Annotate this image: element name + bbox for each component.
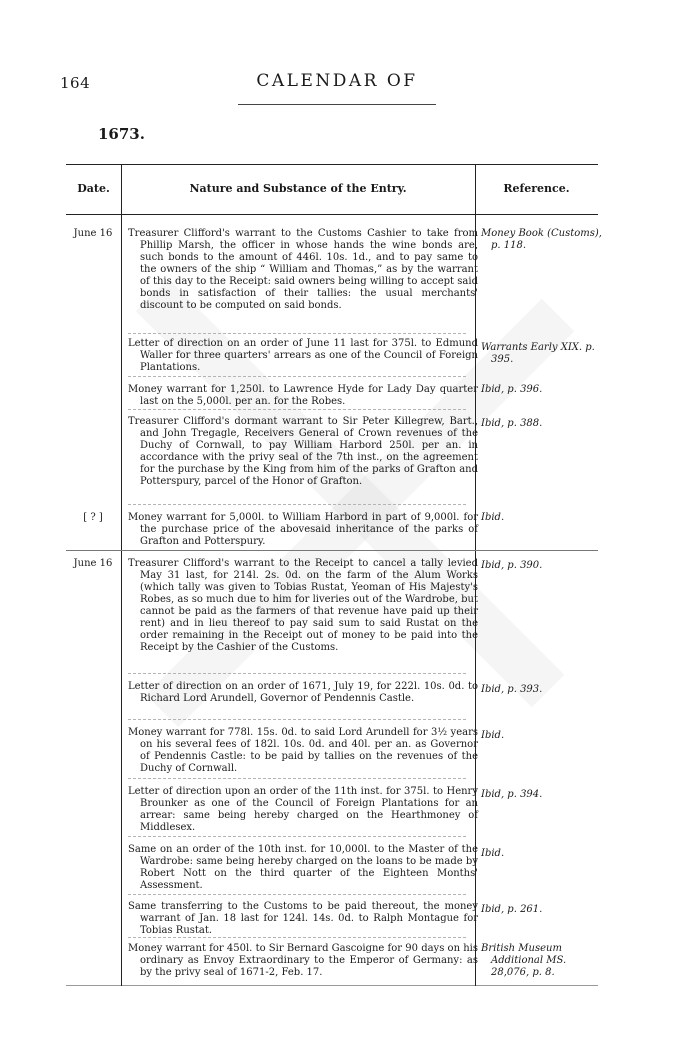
table-top-rule — [66, 164, 598, 165]
row-entry: Same transferring to the Customs to be paid thereout, the money warrant of Jan. 18 last for 124l. 14s. 0d. to Ralph Montague for Tobias Rustat. — [128, 901, 478, 936]
page-number: 164 — [60, 74, 91, 92]
entry-separator — [128, 894, 466, 895]
entry-separator — [128, 836, 466, 837]
entry-separator — [128, 719, 466, 720]
row-entry: Money warrant for 1,250l. to Lawrence Hyde for Lady Day quarter last on the 5,000l. per an. for the Robes. — [128, 384, 478, 407]
date-group-rule — [66, 550, 598, 551]
row-entry: Treasurer Clifford's dormant warrant to Sir Peter Killegrew, Bart., and John Tregagle, Receivers General of Crown revenues of the Duchy of Cornwall, to pay William Harbord 250l. per an. in accordance with the privy seal of the 7th inst., on the agreement for the purchase by the King from him of the parks of Grafton and Potterspury, parcel of the Honor of Grafton. — [128, 416, 478, 487]
column-divider — [121, 164, 122, 986]
entry-separator — [128, 673, 466, 674]
row-entry: Letter of direction on an order of 1671, July 19, for 222l. 10s. 0d. to Richard Lord Arundell, Governor of Pendennis Castle. — [128, 681, 478, 704]
row-reference: Money Book (Customs), p. 118. — [481, 228, 602, 251]
row-reference: Warrants Early XIX. p. 395. — [481, 342, 595, 365]
row-reference: Ibid. — [481, 848, 505, 859]
column-header-reference: Reference. — [503, 182, 570, 195]
row-reference: Ibid, p. 394. — [481, 789, 543, 800]
row-entry: Money warrant for 5,000l. to William Harbord in part of 9,000l. for the purchase price of the abovesaid inheritance of the parks of Grafton and Potterspury. — [128, 512, 478, 547]
row-date: June 16 — [73, 558, 113, 569]
entry-separator — [128, 778, 466, 779]
row-reference: Ibid, p. 396. — [481, 384, 543, 395]
row-entry: Same on an order of the 10th inst. for 10,000l. to the Master of the Wardrobe: same being hereby charged on the loans to be made by Robert Nott on the third quarter of the Eighteen Months' Assessment. — [128, 844, 478, 891]
column-header-date: Date. — [77, 182, 110, 195]
row-entry: Treasurer Clifford's warrant to the Receipt to cancel a tally levied May 31 last, for 214l. 2s. 0d. on the farm of the Alum Works (which tally was given to Tobias Rustat, Yeoman of His Majesty's Robes, as so much due to him for liveries out of the Wardrobe, but cannot be paid as the farmers of that revenue have paid up their rent) and in lieu thereof to pay said sum to said Rustat on the order remaining in the Receipt out of money to be paid into the Receipt by the Cashier of the Customs. — [128, 558, 478, 653]
row-reference: Ibid. — [481, 730, 505, 741]
entry-separator — [128, 937, 466, 938]
table-header-rule — [66, 214, 598, 215]
running-title: CALENDAR OF — [256, 71, 418, 91]
row-entry: Letter of direction upon an order of the 11th inst. for 375l. to Henry Brounker as one of the Council of Foreign Plantations for an arrear: same being hereby charged on the Hearthmoney of Middlesex. — [128, 786, 478, 833]
row-date: June 16 — [73, 228, 113, 239]
row-reference: British Museum Additional MS. 28,076, p. 8. — [481, 943, 567, 978]
row-date: [ ? ] — [83, 512, 103, 523]
year-heading: 1673. — [98, 125, 145, 143]
row-entry: Money warrant for 778l. 15s. 0d. to said Lord Arundell for 3½ years on his several fees of 182l. 10s. 0d. and 40l. per an. as Governor of Pendennis Castle: to be paid by tallies on the revenues of the Duchy of Cornwall. — [128, 727, 478, 774]
row-entry: Treasurer Clifford's warrant to the Customs Cashier to take from Phillip Marsh, the officer in whose hands the wine bonds are, such bonds to the amount of 446l. 10s. 1d., and to pay same to the owners of the ship “ William and Thomas,” as by the warrant of this day to the Receipt: said owners being willing to accept said bonds in satisfaction of their tallies: the usual merchants' discount to be computed on said bonds. — [128, 228, 478, 311]
entry-separator — [128, 376, 466, 377]
row-reference: Ibid, p. 390. — [481, 560, 543, 571]
row-reference: Ibid, p. 393. — [481, 684, 543, 695]
entry-separator — [128, 504, 466, 505]
row-entry: Letter of direction on an order of June 11 last for 375l. to Edmund Waller for three quarters' arrears as one of the Council of Foreign Plantations. — [128, 338, 478, 373]
header-rule — [238, 104, 436, 105]
column-header-nature: Nature and Substance of the Entry. — [189, 182, 407, 195]
row-reference: Ibid. — [481, 512, 505, 523]
row-entry: Money warrant for 450l. to Sir Bernard Gascoigne for 90 days on his ordinary as Envoy Extraordinary to the Emperor of Germany: as by the privy seal of 1671-2, Feb. 17. — [128, 943, 478, 978]
entry-separator — [128, 333, 466, 334]
row-reference: Ibid, p. 388. — [481, 418, 543, 429]
table-bottom-rule — [66, 985, 598, 986]
row-reference: Ibid, p. 261. — [481, 904, 543, 915]
entry-separator — [128, 409, 466, 410]
